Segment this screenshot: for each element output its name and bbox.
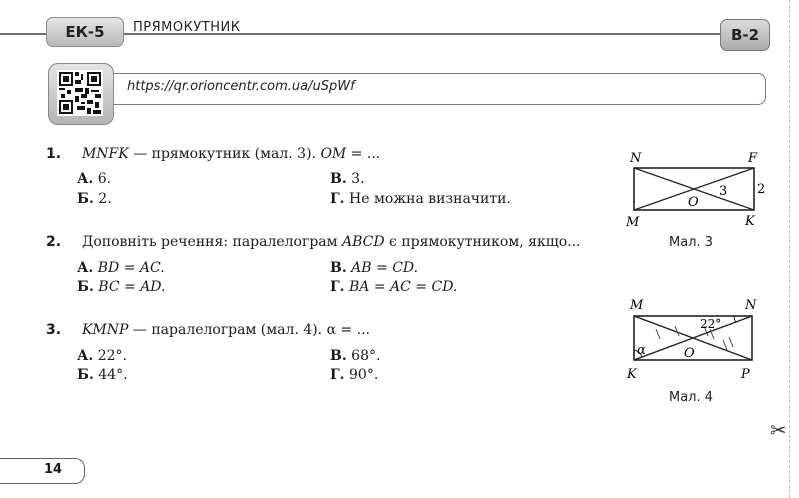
answer-b[interactable]: Б. BC = AD. [77, 279, 166, 295]
answer-v[interactable]: В. 68°. [330, 348, 381, 364]
vertex-label: K [745, 214, 755, 229]
question-text: — паралелограм (мал. 4). α = ... [128, 322, 371, 338]
answer-a[interactable]: А. 22°. [77, 348, 127, 364]
answer-g[interactable]: Г. 90°. [330, 367, 379, 383]
page-title: ПРЯМОКУТНИК [133, 20, 241, 35]
vertex-label: M [626, 215, 640, 230]
cut-line [789, 0, 790, 498]
answer-v[interactable]: В. AB = CD. [330, 260, 419, 276]
figure-3-caption: Мал. 3 [669, 235, 714, 250]
answer-b[interactable]: Б. 2. [77, 191, 112, 207]
question-text: Доповніть речення: паралелограм [81, 234, 342, 250]
angle-value-label: 22° [700, 317, 722, 331]
vertex-label: N [745, 298, 757, 313]
segment-name: OM [320, 146, 347, 162]
unit-code-badge: ЕК-5 [46, 17, 124, 47]
question-text-end: = ... [346, 146, 381, 162]
figure-name: KMNP [81, 322, 129, 338]
scissors-icon: ✂ [770, 418, 787, 442]
answer-g[interactable]: Г. BA = AC = CD. [330, 279, 458, 295]
center-label: O [684, 346, 695, 361]
vertex-label: M [630, 298, 644, 313]
qr-code-icon[interactable] [57, 70, 103, 116]
segment-length-label: 3 [719, 184, 728, 199]
variant-badge: В-2 [720, 19, 770, 51]
figure-4 [620, 296, 770, 388]
question-number: 3. [46, 322, 62, 338]
answer-b[interactable]: Б. 44°. [77, 367, 128, 383]
vertex-label: N [630, 151, 642, 166]
vertex-label: K [627, 367, 637, 382]
figure-name: ABCD [341, 234, 385, 250]
page-number: 14 [44, 462, 63, 477]
qr-link[interactable]: https://qr.orioncentr.com.ua/uSpWf [127, 79, 355, 94]
figure-4-caption: Мал. 4 [669, 390, 714, 405]
vertex-label: P [741, 367, 750, 382]
answer-a[interactable]: А. 6. [77, 171, 112, 187]
angle-alpha-label: α [637, 343, 646, 358]
question-1 [46, 146, 380, 162]
answer-v[interactable]: В. 3. [330, 171, 365, 187]
question-2 [46, 234, 581, 250]
center-label: O [688, 195, 699, 210]
figure-name: MNFK [81, 146, 129, 162]
question-text-end: є прямокутником, якщо... [384, 234, 581, 250]
figure-3 [620, 148, 770, 238]
question-3 [46, 322, 370, 338]
question-number: 1. [46, 146, 62, 162]
vertex-label: F [748, 151, 758, 166]
question-number: 2. [46, 234, 62, 250]
question-text: — прямокутник (мал. 3). [128, 146, 321, 162]
answer-g[interactable]: Г. Не можна визначити. [330, 191, 511, 207]
answer-a[interactable]: А. BD = AC. [77, 260, 165, 276]
page-number-box [0, 458, 85, 484]
side-length-label: 2 [757, 182, 766, 197]
